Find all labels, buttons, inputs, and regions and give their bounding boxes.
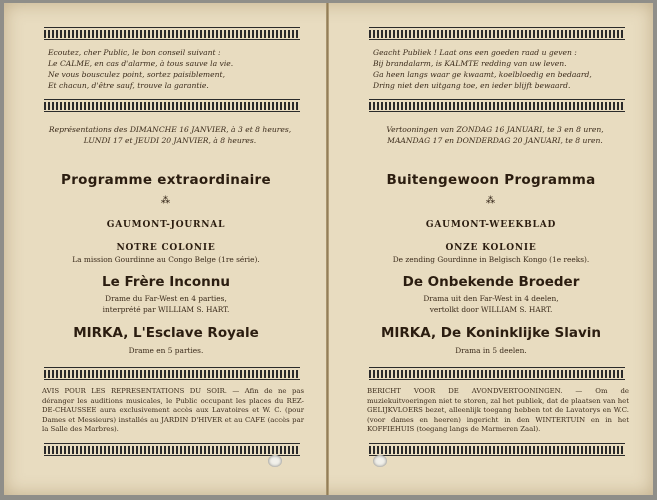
safety-advice: [373, 47, 625, 91]
decorative-rule: [369, 367, 625, 380]
evening-notice: BERICHT VOOR DE AVONDVERTOONINGEN. — Om de muziekuitvoeringen niet te storen, zal het publiek, dat de plaatsen van het GELIJKVLOERS bezet, alleenlijk toegang hebben tot de Lavatorys en W.C. (voor dames en heeren) ingericht in den WINTERTUIN en in het KOFFIEHUIS (toegang langs de Marmeren Zaal).: [367, 387, 629, 434]
film-title: Le Frère Inconnu: [102, 274, 230, 290]
colony-subtitle: La mission Gourdinne au Congo Belge (1re série).: [72, 255, 260, 264]
decorative-rule: [369, 99, 625, 112]
feature-film-title: MIRKA, L'Esclave Royale: [73, 325, 259, 341]
feature-film-title: MIRKA, De Koninklijke Slavin: [380, 325, 602, 341]
program-booklet: [4, 3, 653, 495]
decorative-rule: [369, 27, 625, 40]
punch-hole: [373, 455, 387, 467]
ornament-icon: ⁂: [486, 196, 496, 206]
advice-line: Et chacun, d'être sauf, trouve la garantie.: [48, 81, 209, 90]
colony-subtitle: De zending Gourdinne in Belgisch Kongo (1e reeks).: [392, 255, 590, 264]
schedule-line: MAANDAG 17 en DONDERDAG 20 JANUARI, te 8 uren.: [387, 136, 603, 145]
program-title: Programme extraordinaire: [61, 172, 271, 188]
advice-line: Dring niet den uitgang toe, en ieder blijft bewaard.: [373, 81, 571, 90]
punch-hole: [268, 455, 282, 467]
ornament-icon: ⁂: [161, 196, 171, 206]
advice-line: Bij brandalarm, is KALMTE redding van uw leven.: [373, 59, 567, 68]
film-description: Drame du Far-West en 4 parties,: [105, 294, 227, 303]
evening-notice: AVIS POUR LES REPRESENTATIONS DU SOIR. — Afin de ne pas déranger les auditions musicales, le Public occupant les places du REZ-DE-CHAUSSEE aura exclusivement accès aux Lavatoires et W. C. (pour Dames et Messieurs) installés au JARDIN D'HIVER et au CAFE (accès par la Salle des Marbres).: [42, 387, 304, 434]
decorative-rule: [44, 367, 300, 380]
colony-title: NOTRE COLONIE: [116, 243, 216, 253]
film-title: De Onbekende Broeder: [402, 274, 580, 290]
advice-line: Ne vous bousculez point, sortez paisiblement,: [48, 70, 225, 79]
schedule: [359, 124, 631, 146]
schedule-line: Représentations des DIMANCHE 16 JANVIER, à 3 et 8 heures,: [48, 125, 292, 134]
right-page-dutch: [329, 3, 653, 495]
schedule-line: LUNDI 17 et JEUDI 20 JANVIER, à 8 heures.: [83, 136, 257, 145]
film-cast: interprété par WILLIAM S. HART.: [102, 305, 230, 314]
film-cast: vertolkt door WILLIAM S. HART.: [429, 305, 553, 314]
decorative-rule: [44, 443, 300, 456]
newsreel-title: GAUMONT-WEEKBLAD: [425, 220, 557, 230]
advice-line: Ga heen langs waar ge kwaamt, koelbloedig en bedaard,: [373, 70, 592, 79]
schedule: [34, 124, 306, 146]
program-title: Buitengewoon Programma: [386, 172, 596, 188]
decorative-rule: [44, 99, 300, 112]
advice-line: Le CALME, en cas d'alarme, à tous sauve la vie.: [48, 59, 234, 68]
feature-film-description: Drama in 5 deelen.: [455, 346, 527, 355]
newsreel-title: GAUMONT-JOURNAL: [106, 220, 226, 230]
schedule-line: Vertooningen van ZONDAG 16 JANUARI, te 3 en 8 uren,: [386, 125, 604, 134]
safety-advice: [48, 47, 300, 91]
left-page-french: [4, 3, 328, 495]
decorative-rule: [369, 443, 625, 456]
feature-film-description: Drame en 5 parties.: [128, 346, 204, 355]
advice-line: Ecoutez, cher Public, le bon conseil suivant :: [48, 48, 221, 57]
film-description: Drama uit den Far-West in 4 deelen,: [423, 294, 559, 303]
decorative-rule: [44, 27, 300, 40]
advice-line: Geacht Publiek ! Laat ons een goeden raad u geven :: [373, 48, 577, 57]
colony-title: ONZE KOLONIE: [445, 243, 537, 253]
